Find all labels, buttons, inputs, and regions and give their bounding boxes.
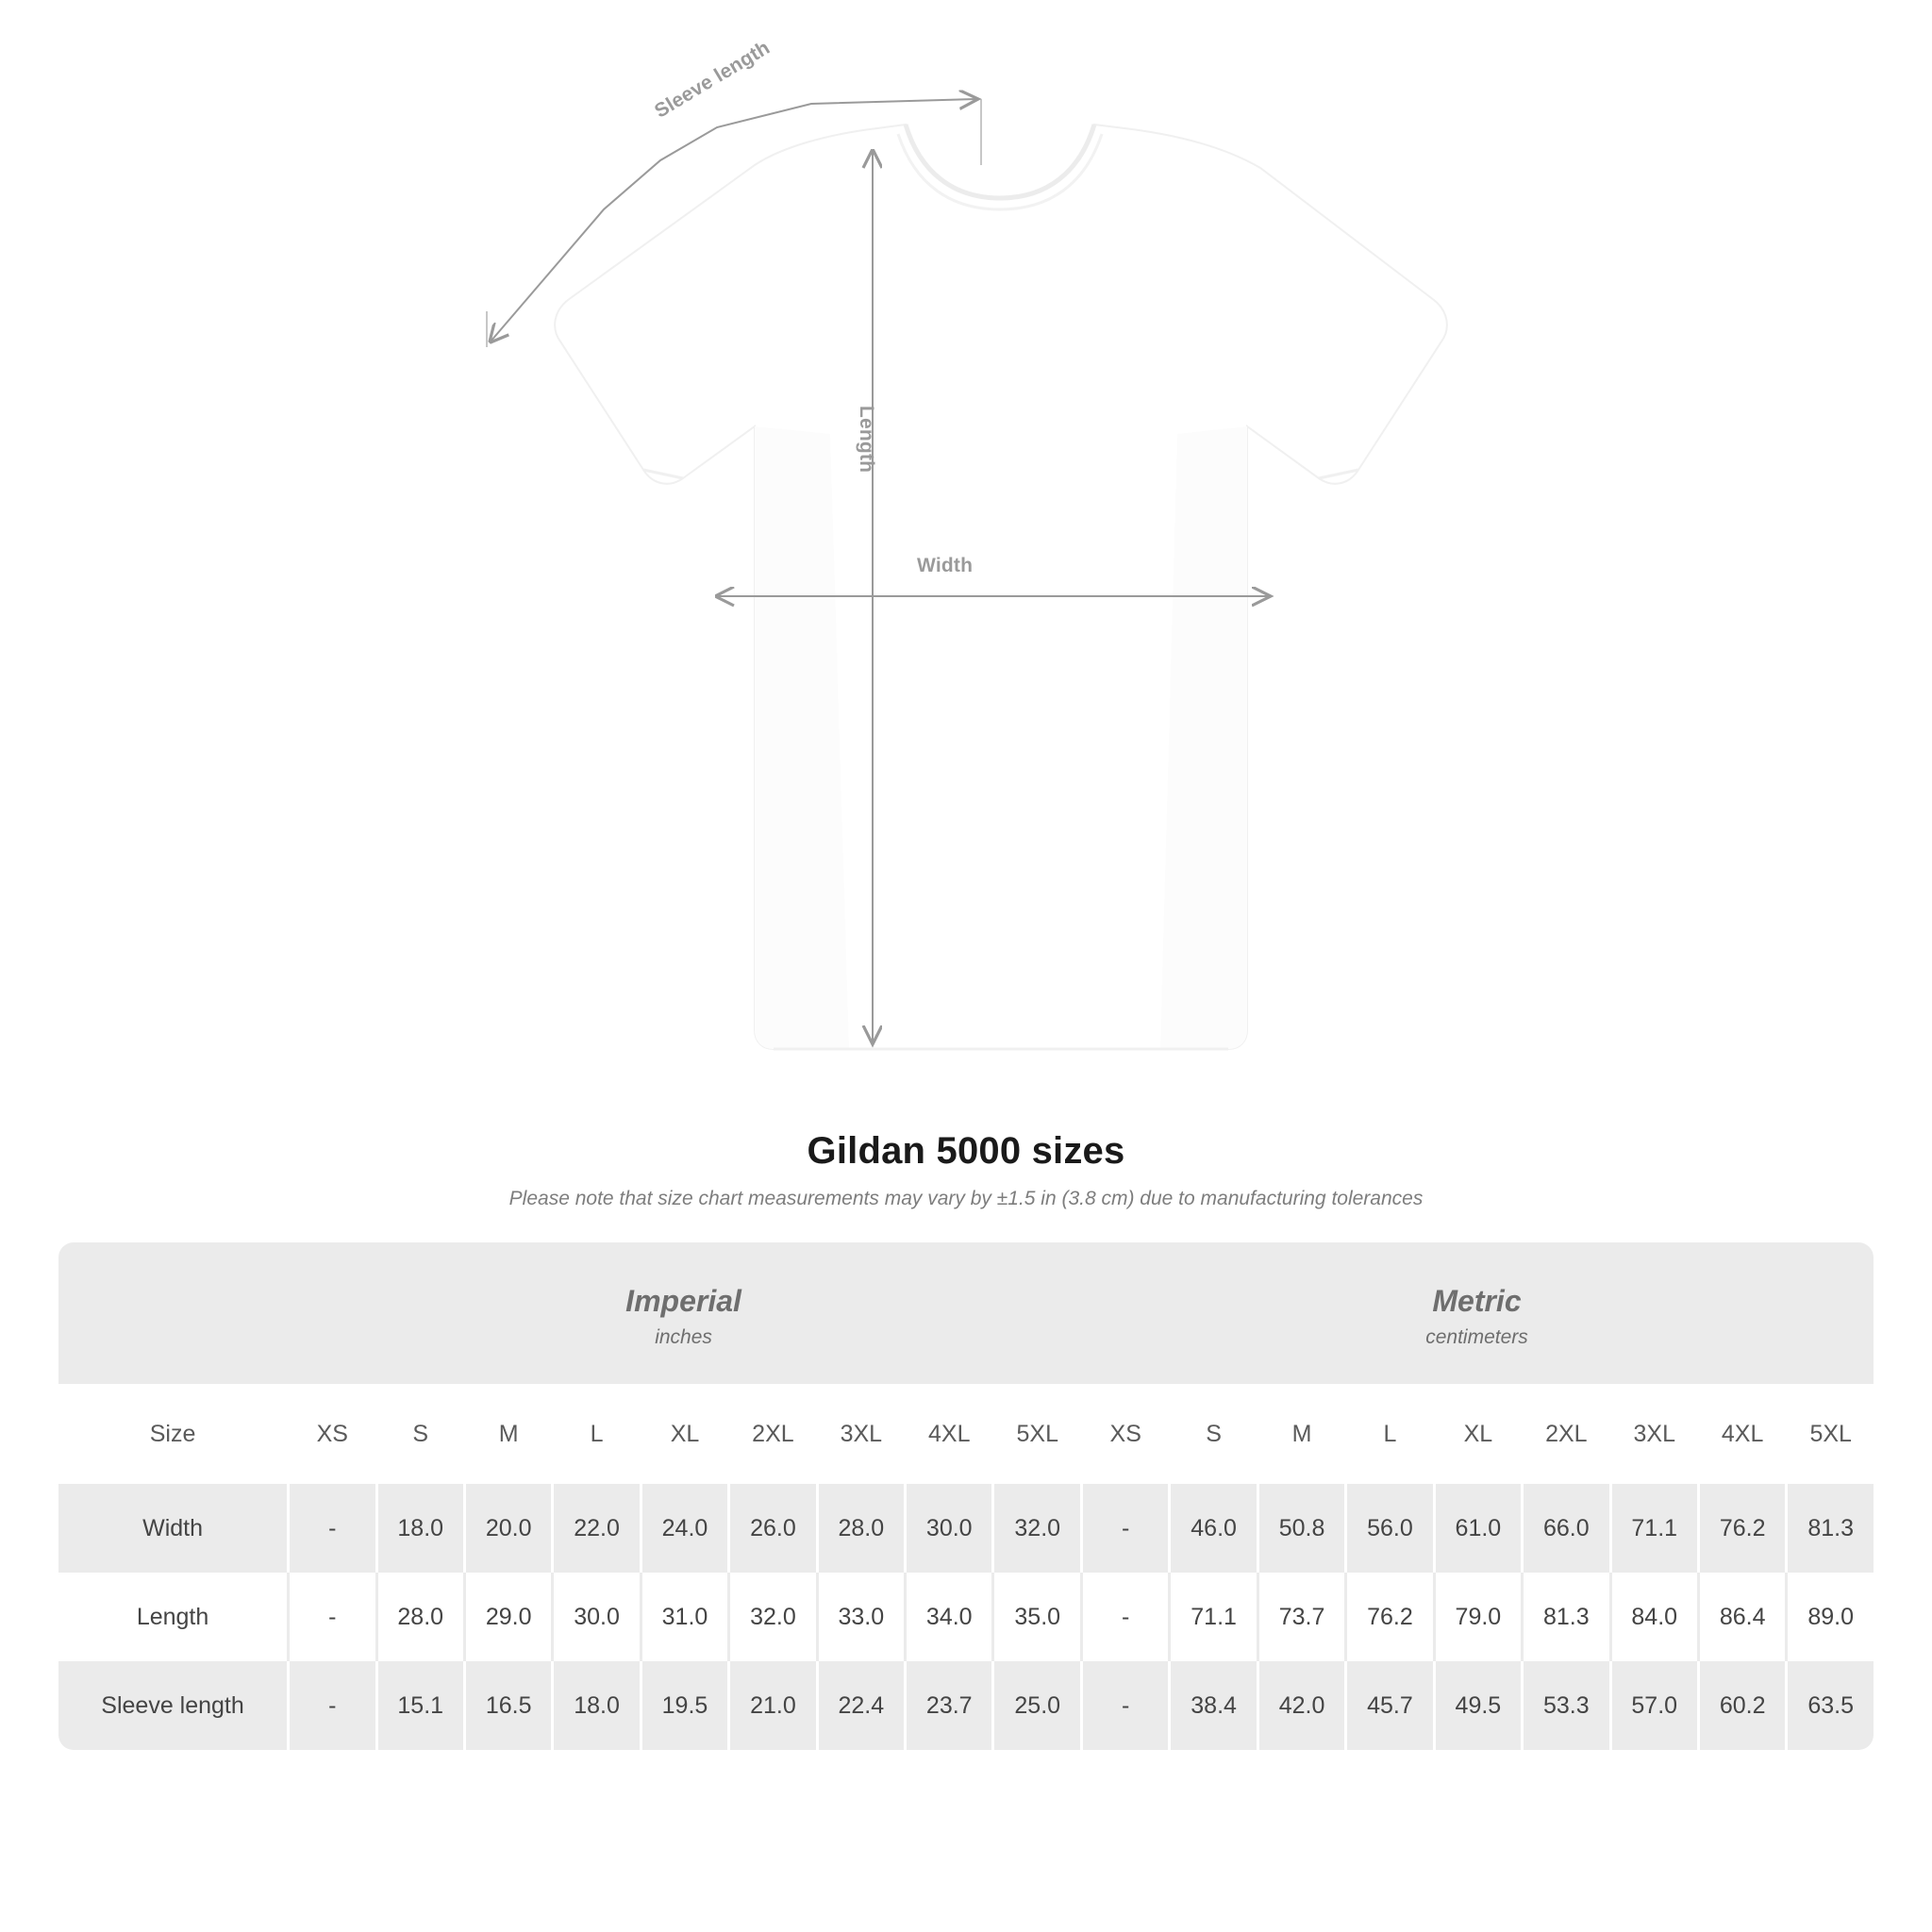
- cell-width-metric-2xl: 66.0: [1521, 1484, 1608, 1573]
- col-header-imperial-s: S: [375, 1384, 463, 1484]
- col-header-metric-xl: XL: [1433, 1384, 1521, 1484]
- size-header-row: [58, 1384, 1874, 1484]
- table-row: [58, 1573, 1874, 1661]
- cell-sleeve-imperial-3xl: 22.4: [816, 1661, 904, 1750]
- cell-sleeve-metric-s: 38.4: [1168, 1661, 1256, 1750]
- unit-system-imperial-name: Imperial: [625, 1283, 741, 1318]
- col-header-imperial-5xl: 5XL: [991, 1384, 1080, 1484]
- cell-length-metric-3xl: 84.0: [1609, 1573, 1697, 1661]
- cell-length-metric-5xl: 89.0: [1785, 1573, 1874, 1661]
- table-corner-cell: [58, 1242, 287, 1384]
- cell-width-imperial-3xl: 28.0: [816, 1484, 904, 1573]
- cell-sleeve-imperial-xl: 19.5: [640, 1661, 727, 1750]
- cell-length-metric-s: 71.1: [1168, 1573, 1256, 1661]
- col-header-metric-2xl: 2XL: [1521, 1384, 1608, 1484]
- unit-system-metric-sub: centimeters: [1425, 1325, 1528, 1348]
- cell-width-metric-4xl: 76.2: [1697, 1484, 1785, 1573]
- cell-length-imperial-m: 29.0: [463, 1573, 551, 1661]
- cell-sleeve-metric-3xl: 57.0: [1609, 1661, 1697, 1750]
- cell-width-imperial-s: 18.0: [375, 1484, 463, 1573]
- width-label: Width: [917, 555, 974, 576]
- cell-sleeve-metric-xl: 49.5: [1433, 1661, 1521, 1750]
- cell-sleeve-imperial-l: 18.0: [551, 1661, 639, 1750]
- length-label: Length: [856, 406, 877, 474]
- row-label-width: Width: [58, 1484, 287, 1573]
- unit-system-imperial-sub: inches: [655, 1325, 712, 1348]
- table-row: [58, 1484, 1874, 1573]
- cell-length-metric-xl: 79.0: [1433, 1573, 1521, 1661]
- col-header-imperial-3xl: 3XL: [816, 1384, 904, 1484]
- col-header-imperial-l: L: [551, 1384, 639, 1484]
- col-header-metric-xs: XS: [1080, 1384, 1168, 1484]
- cell-sleeve-metric-m: 42.0: [1257, 1661, 1344, 1750]
- row-label-sleeve-length: Sleeve length: [58, 1661, 287, 1750]
- col-header-metric-3xl: 3XL: [1609, 1384, 1697, 1484]
- cell-length-imperial-2xl: 32.0: [727, 1573, 815, 1661]
- cell-length-imperial-xl: 31.0: [640, 1573, 727, 1661]
- col-header-metric-m: M: [1257, 1384, 1344, 1484]
- size-table: [58, 1242, 1874, 1750]
- cell-sleeve-imperial-4xl: 23.7: [904, 1661, 991, 1750]
- cell-length-metric-l: 76.2: [1344, 1573, 1432, 1661]
- cell-sleeve-imperial-2xl: 21.0: [727, 1661, 815, 1750]
- cell-width-imperial-m: 20.0: [463, 1484, 551, 1573]
- title-block: [0, 1130, 1932, 1210]
- cell-length-metric-xs: -: [1080, 1573, 1168, 1661]
- cell-width-imperial-l: 22.0: [551, 1484, 639, 1573]
- unit-system-imperial: [287, 1242, 1080, 1384]
- sleeve-length-label: Sleeve length: [651, 36, 774, 123]
- col-header-imperial-m: M: [463, 1384, 551, 1484]
- col-header-imperial-xs: XS: [287, 1384, 375, 1484]
- col-header-imperial-2xl: 2XL: [727, 1384, 815, 1484]
- col-header-imperial-xl: XL: [640, 1384, 727, 1484]
- size-header-label: Size: [58, 1384, 287, 1484]
- cell-width-metric-xs: -: [1080, 1484, 1168, 1573]
- cell-width-imperial-xl: 24.0: [640, 1484, 727, 1573]
- cell-length-imperial-xs: -: [287, 1573, 375, 1661]
- col-header-imperial-4xl: 4XL: [904, 1384, 991, 1484]
- cell-width-metric-s: 46.0: [1168, 1484, 1256, 1573]
- unit-system-metric: [1080, 1242, 1874, 1384]
- col-header-metric-4xl: 4XL: [1697, 1384, 1785, 1484]
- cell-length-imperial-4xl: 34.0: [904, 1573, 991, 1661]
- col-header-metric-5xl: 5XL: [1785, 1384, 1874, 1484]
- tolerance-note: Please note that size chart measurements may vary by ±1.5 in (3.8 cm) due to manufacturing tolerances: [508, 1188, 1424, 1209]
- cell-sleeve-imperial-5xl: 25.0: [991, 1661, 1080, 1750]
- cell-sleeve-imperial-s: 15.1: [375, 1661, 463, 1750]
- table-row: [58, 1661, 1874, 1750]
- cell-width-metric-5xl: 81.3: [1785, 1484, 1874, 1573]
- size-table-container: [58, 1242, 1874, 1750]
- col-header-metric-l: L: [1344, 1384, 1432, 1484]
- cell-width-metric-3xl: 71.1: [1609, 1484, 1697, 1573]
- cell-sleeve-metric-4xl: 60.2: [1697, 1661, 1785, 1750]
- cell-sleeve-imperial-m: 16.5: [463, 1661, 551, 1750]
- cell-width-imperial-xs: -: [287, 1484, 375, 1573]
- cell-length-metric-m: 73.7: [1257, 1573, 1344, 1661]
- cell-length-imperial-l: 30.0: [551, 1573, 639, 1661]
- cell-length-metric-4xl: 86.4: [1697, 1573, 1785, 1661]
- unit-system-row: [58, 1242, 1874, 1384]
- row-label-length: Length: [58, 1573, 287, 1661]
- cell-width-imperial-4xl: 30.0: [904, 1484, 991, 1573]
- cell-length-imperial-s: 28.0: [375, 1573, 463, 1661]
- unit-system-metric-name: Metric: [1432, 1283, 1522, 1318]
- cell-width-metric-xl: 61.0: [1433, 1484, 1521, 1573]
- page-title: Gildan 5000 sizes: [807, 1130, 1125, 1172]
- cell-width-imperial-2xl: 26.0: [727, 1484, 815, 1573]
- cell-length-metric-2xl: 81.3: [1521, 1573, 1608, 1661]
- cell-width-imperial-5xl: 32.0: [991, 1484, 1080, 1573]
- cell-length-imperial-3xl: 33.0: [816, 1573, 904, 1661]
- cell-sleeve-metric-l: 45.7: [1344, 1661, 1432, 1750]
- cell-length-imperial-5xl: 35.0: [991, 1573, 1080, 1661]
- cell-sleeve-imperial-xs: -: [287, 1661, 375, 1750]
- cell-width-metric-l: 56.0: [1344, 1484, 1432, 1573]
- tshirt-shape: [555, 125, 1447, 1049]
- cell-sleeve-metric-xs: -: [1080, 1661, 1168, 1750]
- cell-sleeve-metric-2xl: 53.3: [1521, 1661, 1608, 1750]
- cell-width-metric-m: 50.8: [1257, 1484, 1344, 1573]
- col-header-metric-s: S: [1168, 1384, 1256, 1484]
- cell-sleeve-metric-5xl: 63.5: [1785, 1661, 1874, 1750]
